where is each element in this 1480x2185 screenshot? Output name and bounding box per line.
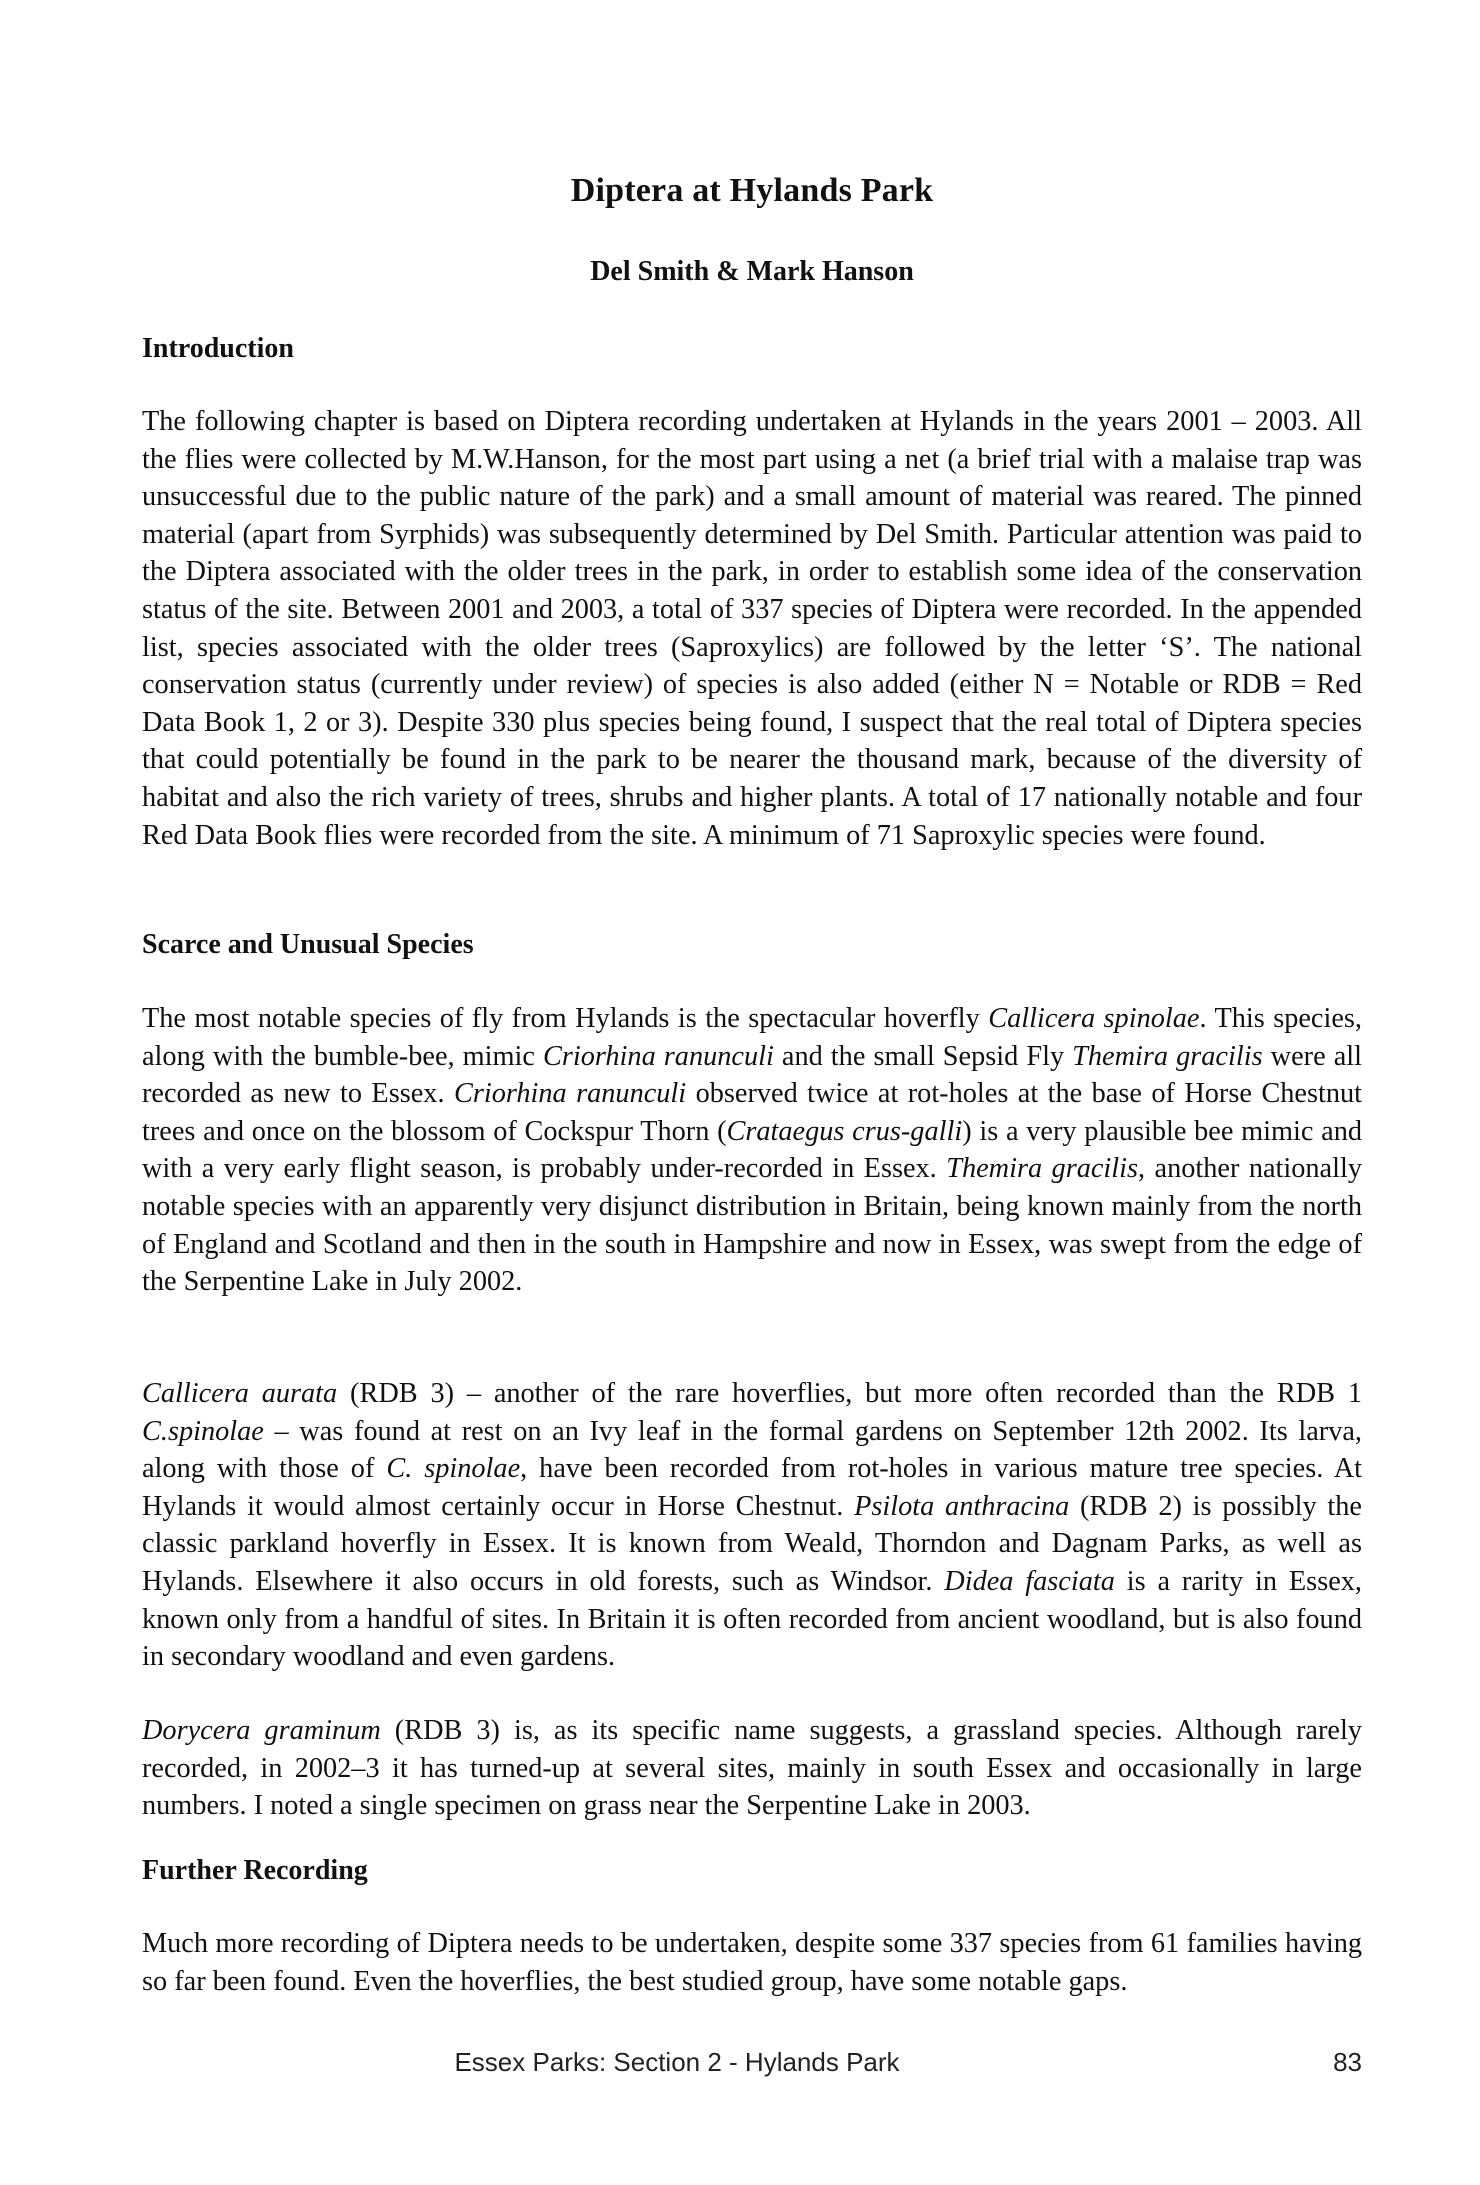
heading-scarce-species: Scarce and Unusual Species bbox=[142, 929, 474, 960]
heading-introduction: Introduction bbox=[142, 333, 294, 364]
text-run: – was found at rest on an Ivy leaf in the formal gardens on September 12th 2002. Its larva, along with those of bbox=[142, 1415, 1362, 1485]
species-name: Psilota anthracina bbox=[854, 1490, 1070, 1522]
paragraph-scarce-2 bbox=[142, 1375, 1362, 1676]
text-run: (RDB 3) – another of the rare hoverflies, but more often recorded than the RDB 1 bbox=[337, 1378, 1362, 1409]
species-name: C.spinolae bbox=[142, 1415, 264, 1447]
species-name: C. spinolae bbox=[386, 1453, 521, 1485]
species-name: Callicera spinolae bbox=[988, 1003, 1200, 1034]
paragraph-scarce-3 bbox=[142, 1712, 1362, 1825]
text-run: and the small Sepsid Fly bbox=[773, 1040, 1073, 1072]
species-name: Didea fasciata bbox=[944, 1565, 1115, 1597]
text-run: (RDB 2) is possibly the classic parkland hoverfly in Essex. It is known from Weald, Thorndon and Dagnam Parks, as well as Hylands. Elsewhere it also occurs in old forests, such as Windsor. bbox=[142, 1490, 1362, 1597]
text-run: , have been recorded from rot-holes in various mature tree species. At Hylands it would almost certainly occur in Horse Chestnut. bbox=[142, 1453, 1362, 1522]
paragraph-scarce-1 bbox=[142, 1000, 1362, 1301]
text-run: The most notable species of fly from Hylands is the spectacular hoverfly bbox=[142, 1003, 989, 1034]
species-name: Dorycera graminum bbox=[142, 1715, 381, 1746]
text-run: . This species, along with the bumble-bee, mimic bbox=[142, 1003, 1362, 1072]
species-name: Callicera aurata bbox=[142, 1378, 338, 1409]
text-run: , another nationally notable species with an apparently very disjunct distribution in Britain, being known mainly from the north of England and Scotland and then in the south in Hampshire and now in Essex, was swept from the edge of the Serpentine Lake in July 2002. bbox=[142, 1153, 1362, 1298]
text-run: is a rarity in Essex, known only from a handful of sites. In Britain it is often recorded from ancient woodland, but is also found in secondary woodland and even gardens. bbox=[142, 1565, 1362, 1673]
footer-page-number: 83 bbox=[1333, 2047, 1362, 2077]
footer-running-title: Essex Parks: Section 2 - Hylands Park bbox=[454, 2047, 900, 2077]
species-name: Themira gracilis bbox=[946, 1153, 1139, 1185]
paragraph-further-recording: Much more recording of Diptera needs to be undertaken, despite some 337 species from 61 families having so far been found. Even the hoverflies, the best studied group, have some notable gaps. bbox=[142, 1928, 1362, 1997]
species-name: Criorhina ranunculi bbox=[453, 1078, 687, 1110]
text-run: (RDB 3) is, as its specific name suggests, a grassland species. Although rarely recorded, in 2002–3 it has turned-up at several sites, mainly in south Essex and occasionally in large numbers. I noted a single specimen on grass near the Serpentine Lake in 2003. bbox=[142, 1715, 1362, 1822]
species-name: Crataegus crus-galli bbox=[726, 1115, 963, 1147]
paragraph-introduction: The following chapter is based on Diptera recording undertaken at Hylands in the years 2001 – 2003. All the flies were collected by M.W.Hanson, for the most part using a net (a brief trial with a malaise trap was unsuccessful due to the public nature of the park) and a small amount of material was reared. The pinned material (apart from Syrphids) was subsequently determined by Del Smith. Particular attention was paid to the Diptera associated with the older trees in the park, in order to establish some idea of the conservation status of the site. Between 2001 and 2003, a total of 337 species of Diptera were recorded. In the appended list, species associated with the older trees (Saproxylics) are followed by the letter ‘S’. The national conservation status (currently under review) of species is also added (either N = Notable or RDB = Red Data Book 1, 2 or 3). Despite 330 plus species being found, I suspect that the real total of Diptera species that could potentially be found in the park to be nearer the thousand mark, because of the diversity of habitat and also the rich variety of trees, shrubs and higher plants. A total of 17 nationally notable and four Red Data Book flies were recorded from the site. A minimum of 71 Saproxylic species were found. bbox=[142, 406, 1362, 851]
species-name: Themira gracilis bbox=[1072, 1040, 1263, 1072]
text-run: were all recorded as new to Essex. bbox=[142, 1040, 1362, 1110]
text-run: observed twice at rot-holes at the base of Horse Chestnut trees and once on the blossom of Cockspur Thorn ( bbox=[142, 1078, 1362, 1147]
heading-further-recording: Further Recording bbox=[142, 1855, 368, 1886]
document-title: Diptera at Hylands Park bbox=[570, 172, 934, 209]
species-name: Criorhina ranunculi bbox=[543, 1040, 774, 1072]
document-authors: Del Smith & Mark Hanson bbox=[590, 256, 914, 287]
text-run: ) is a very plausible bee mimic and with a very early flight season, is probably under-recorded in Essex. bbox=[142, 1115, 1362, 1185]
